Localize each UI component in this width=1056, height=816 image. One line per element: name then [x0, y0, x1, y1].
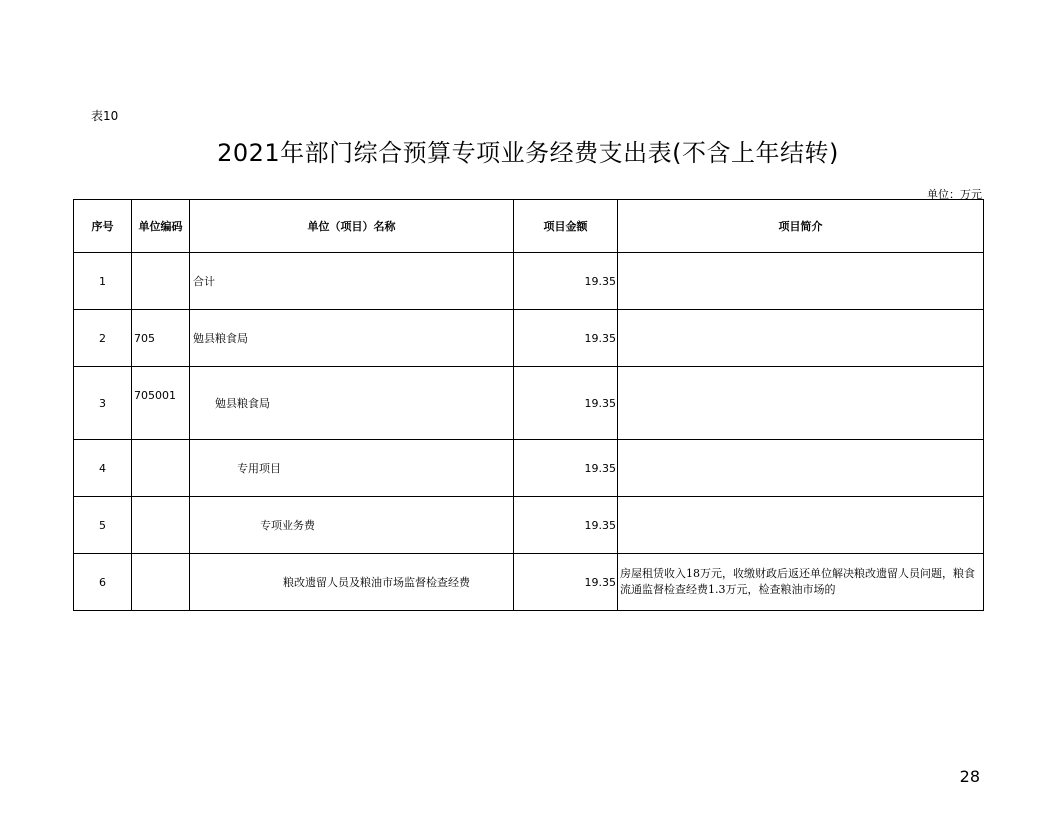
row-code [132, 554, 190, 611]
page-title: 2021年部门综合预算专项业务经费支出表(不含上年结转) [217, 139, 839, 167]
row-name: 合计 [190, 253, 514, 310]
header-row [74, 200, 984, 253]
row-amount: 19.35 [514, 497, 618, 554]
budget-table [73, 199, 984, 611]
row-desc: 房屋租赁收入18万元，收缴财政后返还单位解决粮改遗留人员问题，粮食流通监督检查经费1.3万元，检查粮油市场的 [618, 554, 984, 611]
row-code: 705 [132, 310, 190, 367]
row-no: 4 [74, 440, 132, 497]
header-amount: 项目金额 [514, 200, 618, 253]
row-code: 705001 [132, 367, 190, 440]
page-number: 28 [959, 767, 980, 786]
row-desc [618, 310, 984, 367]
row-code [132, 497, 190, 554]
table-row [74, 310, 984, 367]
header-desc: 项目简介 [618, 200, 984, 253]
row-code [132, 440, 190, 497]
row-amount: 19.35 [514, 554, 618, 611]
row-amount: 19.35 [514, 367, 618, 440]
row-name: 勉县粮食局 [190, 310, 514, 367]
row-no: 6 [74, 554, 132, 611]
row-no: 3 [74, 367, 132, 440]
table-row [74, 367, 984, 440]
table-row [74, 253, 984, 310]
row-no: 2 [74, 310, 132, 367]
row-no: 1 [74, 253, 132, 310]
row-amount: 19.35 [514, 253, 618, 310]
row-amount: 19.35 [514, 310, 618, 367]
row-amount: 19.35 [514, 440, 618, 497]
row-desc [618, 253, 984, 310]
header-no: 序号 [74, 200, 132, 253]
row-desc [618, 497, 984, 554]
row-desc [618, 440, 984, 497]
table-number-label: 表10 [91, 109, 119, 123]
row-name: 专用项目 [190, 440, 514, 497]
row-name: 专项业务费 [190, 497, 514, 554]
row-code [132, 253, 190, 310]
table-row [74, 440, 984, 497]
table-row [74, 554, 984, 611]
row-name: 粮改遗留人员及粮油市场监督检查经费 [190, 554, 514, 611]
header-code: 单位编码 [132, 200, 190, 253]
row-name: 勉县粮食局 [190, 367, 514, 440]
unit-label: 单位：万元 [927, 188, 982, 201]
row-desc [618, 367, 984, 440]
header-name: 单位（项目）名称 [190, 200, 514, 253]
row-no: 5 [74, 497, 132, 554]
table-row [74, 497, 984, 554]
